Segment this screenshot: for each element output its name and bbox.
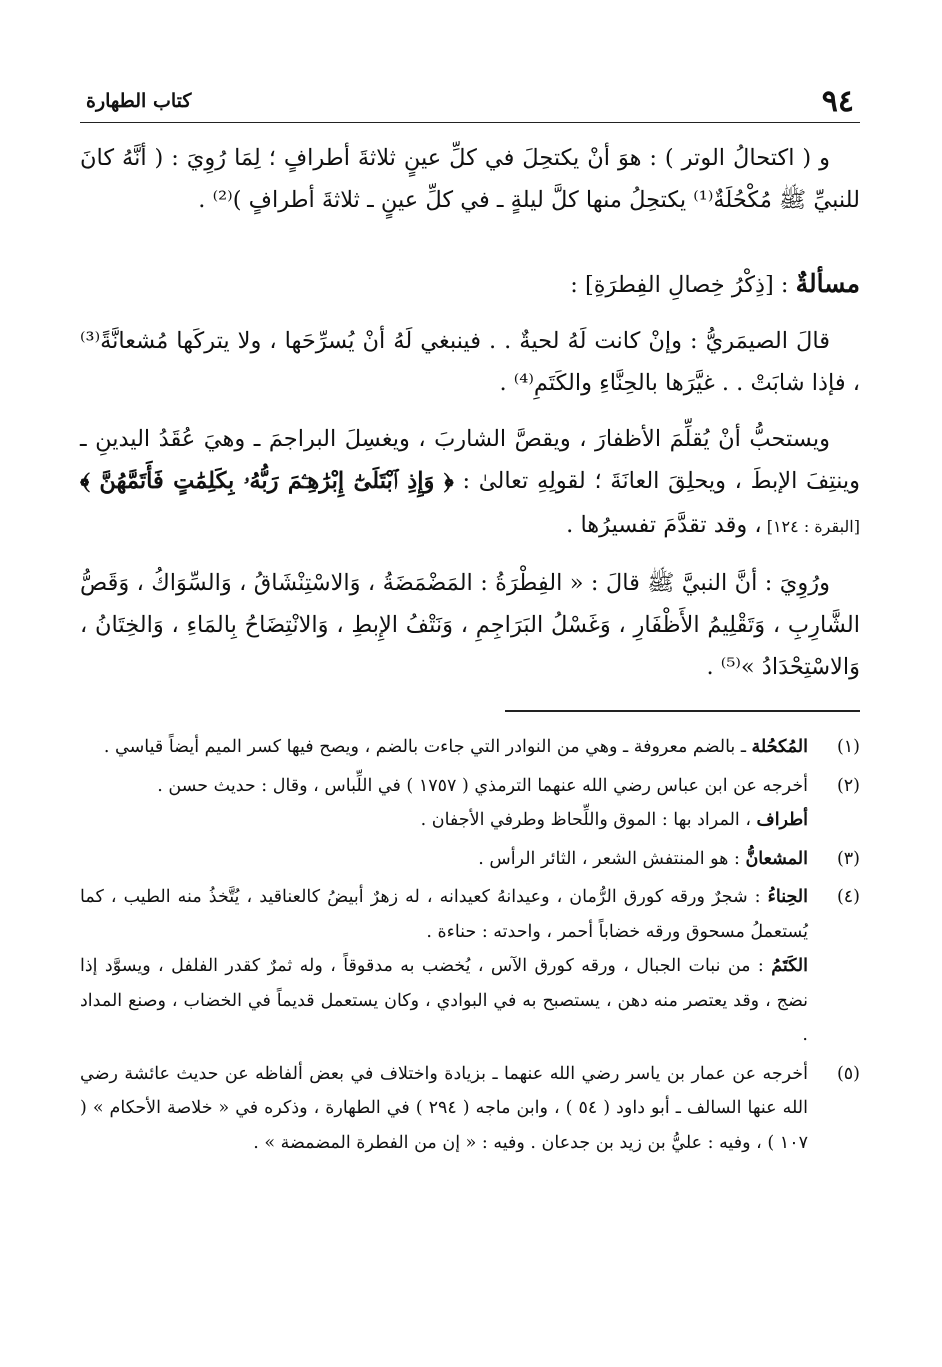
- paragraph-nails: [80, 418, 860, 548]
- paragraph-hadith: ورُوِيَ : أنَّ النبيَّ ﷺ قالَ : « الفِطْرَةُ : المَضْمَضَةُ ، وَالاسْتِنْشَاقُ ، وَالسِّوَاكُ ، وَقَصُّ الشَّارِبِ ، وَتَقْلِيمُ الأَظْفَارِ ، وَغَسْلُ البَرَاجِمِ ، وَنَتْفُ الإِبطِ ، وَالانْتِضَاحُ بِالمَاءِ ، وَالخِتَانُ ، وَالاسْتِحْدَادُ »⁽⁵⁾ .: [80, 570, 860, 680]
- footnote: [80, 769, 860, 838]
- footnote-term: المشعانُّ: [745, 848, 808, 869]
- footnote-text: : من نبات الجبال ، ورقه كورق الآس ، يُخضب به مدقوقاً ، وله ثمرٌ كقدر الفلفل ، ويسوَّد إذا نضج ، وقد يعتصر منه دهن ، يستصبح به في البوادي ، وكان يستعمل قديماً في الخضاب ، وصنع المداد .: [80, 956, 808, 1045]
- heading-label: مسألةٌ: [795, 269, 860, 298]
- footnote-text: ، المراد بها : الموق واللِّحاظ وطرفي الأجفان .: [420, 810, 757, 830]
- footnote-body: [80, 880, 808, 1053]
- section-heading: [80, 263, 860, 306]
- footnote-text: أخرجه عن ابن عباس رضي الله عنهما الترمذي ( ١٧٥٧ ) في اللِّباس ، وقال : حديث حسن .: [157, 775, 808, 796]
- footnote-number: (٥): [836, 1063, 860, 1084]
- footnote-separator: [505, 710, 860, 712]
- footnote-term: أطراف: [756, 810, 808, 830]
- footnote-line: [80, 769, 808, 804]
- heading-title: : [ذِكْرُ خِصالِ الفِطرَةِ] :: [570, 272, 796, 298]
- quran-reference: [البقرة : ١٢٤]: [761, 517, 860, 536]
- footnote: [80, 842, 860, 877]
- footnote-line: [80, 842, 808, 877]
- page-number: ٩٤: [821, 84, 854, 119]
- main-text: [80, 137, 860, 688]
- footnote-body: [80, 842, 808, 877]
- footnote-body: [80, 769, 808, 838]
- paragraph-beard: قالَ الصيمَريُّ : وإنْ كانت لَهُ لحيةٌ . . فينبغي لَهُ أنْ يُسرِّحَها ، ولا يتركَها مُشعانَّةً⁽³⁾ ، فإذا شابَتْ . . غيَّرَها بالحِنَّاءِ والكَتَمِ⁽⁴⁾ .: [80, 328, 860, 396]
- footnote-text: : هو المنتفش الشعر ، الثائر الرأس .: [478, 848, 746, 869]
- paragraph-nails-end: ، وقد تقدَّمَ تفسيرُها .: [566, 512, 762, 538]
- footnote-number: (٢): [836, 775, 860, 796]
- footnote-line: [80, 730, 808, 765]
- footnote-term: الحِناءُ: [767, 887, 808, 907]
- footnote-number: (٤): [836, 887, 860, 907]
- footnote-line: [80, 880, 808, 949]
- footnotes: [80, 730, 860, 1160]
- footnote-body: [80, 1057, 808, 1161]
- footnote-term: المُكحُلة: [751, 737, 808, 757]
- book-page: [80, 78, 860, 1164]
- paragraph-kohl: و ( اكتحالُ الوتر ) : هوَ أنْ يكتحِلَ في كلِّ عينٍ ثلاثةَ أطرافٍ ؛ لِمَا رُوِيَ : ( أنَّهُ كانَ للنبيِّ ﷺ مُكْحُلَةٌ⁽¹⁾ يكتحِلُ منها كلَّ ليلةٍ ـ في كلِّ عينٍ ـ ثلاثةَ أطرافٍ )⁽²⁾ .: [80, 145, 860, 213]
- footnote: [80, 880, 860, 1053]
- paragraph-nails-text: ويستحبُّ أنْ يُقلِّمَ الأظفارَ ، ويقصَّ الشاربَ ، ويغسِلَ البراجمَ ـ وهيَ عُقَدُ اليدينِ ـ وينتِفَ الإبطَ ، ويحلِقَ العانَةَ ؛ لقولِهِ تعالىٰ :: [80, 426, 861, 494]
- footnote-body: [80, 730, 808, 765]
- footnote: [80, 730, 860, 765]
- footnote-term: الكَتَمُ: [771, 956, 808, 976]
- page-header: [80, 78, 860, 123]
- footnote-number: (٣): [836, 848, 860, 869]
- footnote-text: ـ بالضم معروفة ـ وهي من النوادر التي جاءت بالضم ، ويصح فيها كسر الميم أيضاً قياسي .: [103, 737, 752, 757]
- footnote: [80, 1057, 860, 1161]
- footnote-line: [80, 949, 808, 1053]
- footnote-number: (١): [836, 737, 860, 757]
- quran-verse: ﴿ وَإِذِ ٱبْتَلَىٰٓ إِبْرَٰهِـۧمَ رَبُّهُۥ بِكَلِمَٰتٍ فَأَتَمَّهُنَّ ﴾: [80, 468, 454, 494]
- footnote-text: أخرجه عن عمار بن ياسر رضي الله عنهما ـ بزيادة واختلاف في بعض ألفاظه عن حديث عائشة رضي الله عنها السالف ـ أبو داود ( ٥٤ ) ، وابن ماجه ( ٢٩٤ ) في الطهارة ، وذكره في « خلاصة الأحكام » ( ١٠٧ ) ، وفيه : عليُّ بن زيد بن جدعان . وفيه : « إن من الفطرة المضمضة » .: [80, 1063, 808, 1153]
- footnote-text: : شجرٌ ورقه كورق الرُّمان ، وعيدانهُ كعيدانه ، له زهرٌ أبيضُ كالعناقيد ، يُتَّخذُ منه الطيب ، كما يُستعملُ مسحوق ورقه خضاباً أحمر ، واحدته : حناءة .: [80, 887, 808, 942]
- footnote-line: [80, 803, 808, 838]
- footnote-line: [80, 1057, 808, 1161]
- running-title: كتاب الطهارة: [86, 90, 192, 112]
